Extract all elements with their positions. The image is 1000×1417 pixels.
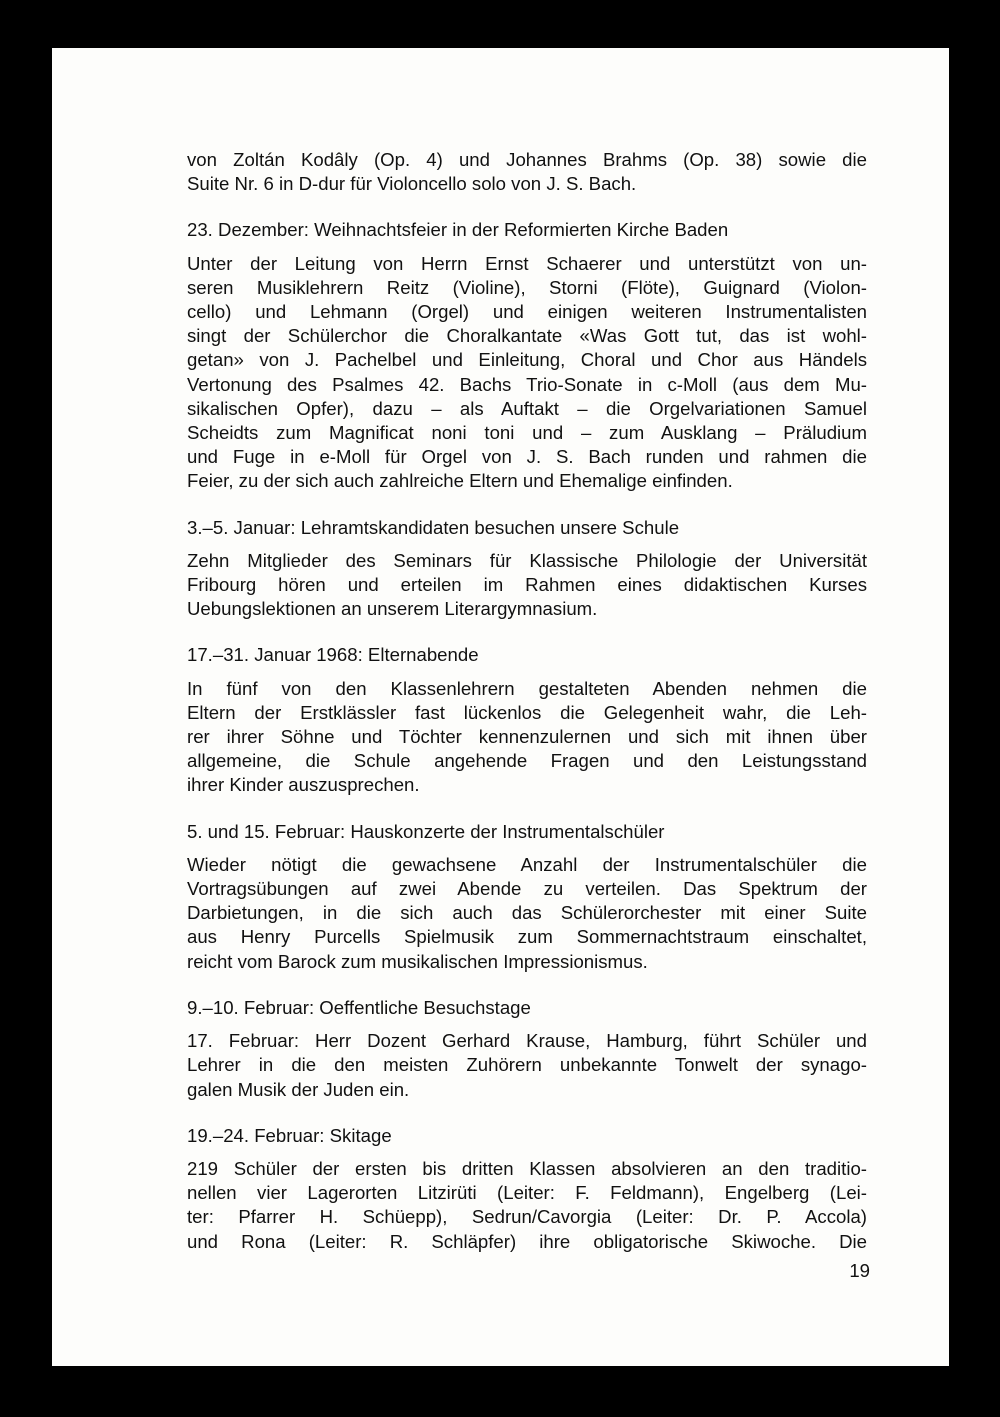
section-heading: 5. und 15. Februar: Hauskonzerte der Instrumentalschüler	[187, 820, 665, 842]
body-paragraph	[187, 148, 867, 196]
text-line: Eltern der Erstklässler fast lückenlos die Gelegenheit wahr, die Leh-	[187, 701, 867, 723]
text-line: ihrer Kinder auszusprechen.	[187, 774, 420, 796]
text-line: und Rona (Leiter: R. Schläpfer) ihre obligatorische Skiwoche. Die	[187, 1230, 867, 1252]
text-line: Unter der Leitung von Herrn Ernst Schaerer und unterstützt von un-	[187, 252, 867, 274]
body-paragraph	[187, 677, 867, 798]
text-line: Fribourg hören und erteilen im Rahmen eines didaktischen Kurses	[187, 574, 867, 596]
section-heading: 19.–24. Februar: Skitage	[187, 1124, 392, 1146]
text-line: ter: Pfarrer H. Schüepp), Sedrun/Cavorgia (Leiter: Dr. P. Accola)	[187, 1206, 867, 1228]
text-line: reicht vom Barock zum musikalischen Impressionismus.	[187, 950, 648, 972]
page-number: 19	[849, 1260, 870, 1281]
body-paragraph	[187, 853, 867, 974]
text-line: Uebungslektionen an unserem Literargymnasium.	[187, 598, 598, 620]
section-heading: 9.–10. Februar: Oeffentliche Besuchstage	[187, 996, 531, 1018]
text-line: von Zoltán Kodâly (Op. 4) und Johannes Brahms (Op. 38) sowie die	[187, 149, 867, 170]
text-line: Feier, zu der sich auch zahlreiche Eltern und Ehemalige einfinden.	[187, 470, 733, 492]
text-line: Vertonung des Psalmes 42. Bachs Trio-Sonate in c-Moll (aus dem Mu-	[187, 373, 867, 395]
section-heading: 3.–5. Januar: Lehramtskandidaten besuchen unsere Schule	[187, 516, 680, 538]
text-line: cello) und Lehmann (Orgel) und einigen weiteren Instrumentalisten	[187, 301, 867, 323]
text-line: Vortragsübungen auf zwei Abende zu verteilen. Das Spektrum der	[187, 878, 867, 900]
text-line: Scheidts zum Magnificat noni toni und – zum Ausklang – Präludium	[187, 422, 867, 444]
text-line: nellen vier Lagerorten Litzirüti (Leiter: F. Feldmann), Engelberg (Lei-	[187, 1182, 867, 1204]
section-heading: 17.–31. Januar 1968: Elternabende	[187, 644, 479, 666]
document-page	[52, 48, 949, 1366]
section-heading: 23. Dezember: Weihnachtsfeier in der Reformierten Kirche Baden	[187, 219, 729, 241]
body-paragraph	[187, 1029, 867, 1102]
text-line: Wieder nötigt die gewachsene Anzahl der Instrumentalschüler die	[187, 853, 867, 875]
text-line: Zehn Mitglieder des Seminars für Klassische Philologie der Universität	[187, 549, 867, 571]
body-paragraph	[187, 252, 867, 494]
text-line: seren Musiklehrern Reitz (Violine), Storni (Flöte), Guignard (Violon-	[187, 276, 867, 298]
text-line: rer ihrer Söhne und Töchter kennenzulernen und sich mit ihnen über	[187, 726, 867, 748]
body-paragraph	[187, 549, 867, 622]
text-line: In fünf von den Klassenlehrern gestalteten Abenden nehmen die	[187, 677, 867, 699]
body-paragraph	[187, 1157, 867, 1254]
text-line: Darbietungen, in die sich auch das Schülerorchester mit einer Suite	[187, 902, 867, 924]
text-line: galen Musik der Juden ein.	[187, 1078, 410, 1100]
text-line: 17. Februar: Herr Dozent Gerhard Krause, Hamburg, führt Schüler und	[187, 1030, 867, 1052]
text-line: getan» von J. Pachelbel und Einleitung, Choral und Chor aus Händels	[187, 349, 867, 371]
text-line: und Fuge in e-Moll für Orgel von J. S. Bach runden und rahmen die	[187, 446, 867, 468]
text-line: aus Henry Purcells Spielmusik zum Sommernachtstraum einschaltet,	[187, 926, 867, 948]
text-line: 219 Schüler der ersten bis dritten Klassen absolvieren an den traditio-	[187, 1157, 867, 1179]
text-line: allgemeine, die Schule angehende Fragen und den Leistungsstand	[187, 750, 867, 772]
text-line: sikalischen Opfer), dazu – als Auftakt – die Orgelvariationen Samuel	[187, 397, 867, 419]
text-line: singt der Schülerchor die Choralkantate «Was Gott tut, das ist wohl-	[187, 325, 867, 347]
text-line: Lehrer in die den meisten Zuhörern unbekannte Tonwelt der synago-	[187, 1054, 867, 1076]
text-line: Suite Nr. 6 in D-dur für Violoncello solo von J. S. Bach.	[187, 173, 637, 195]
page-content	[187, 148, 867, 1254]
